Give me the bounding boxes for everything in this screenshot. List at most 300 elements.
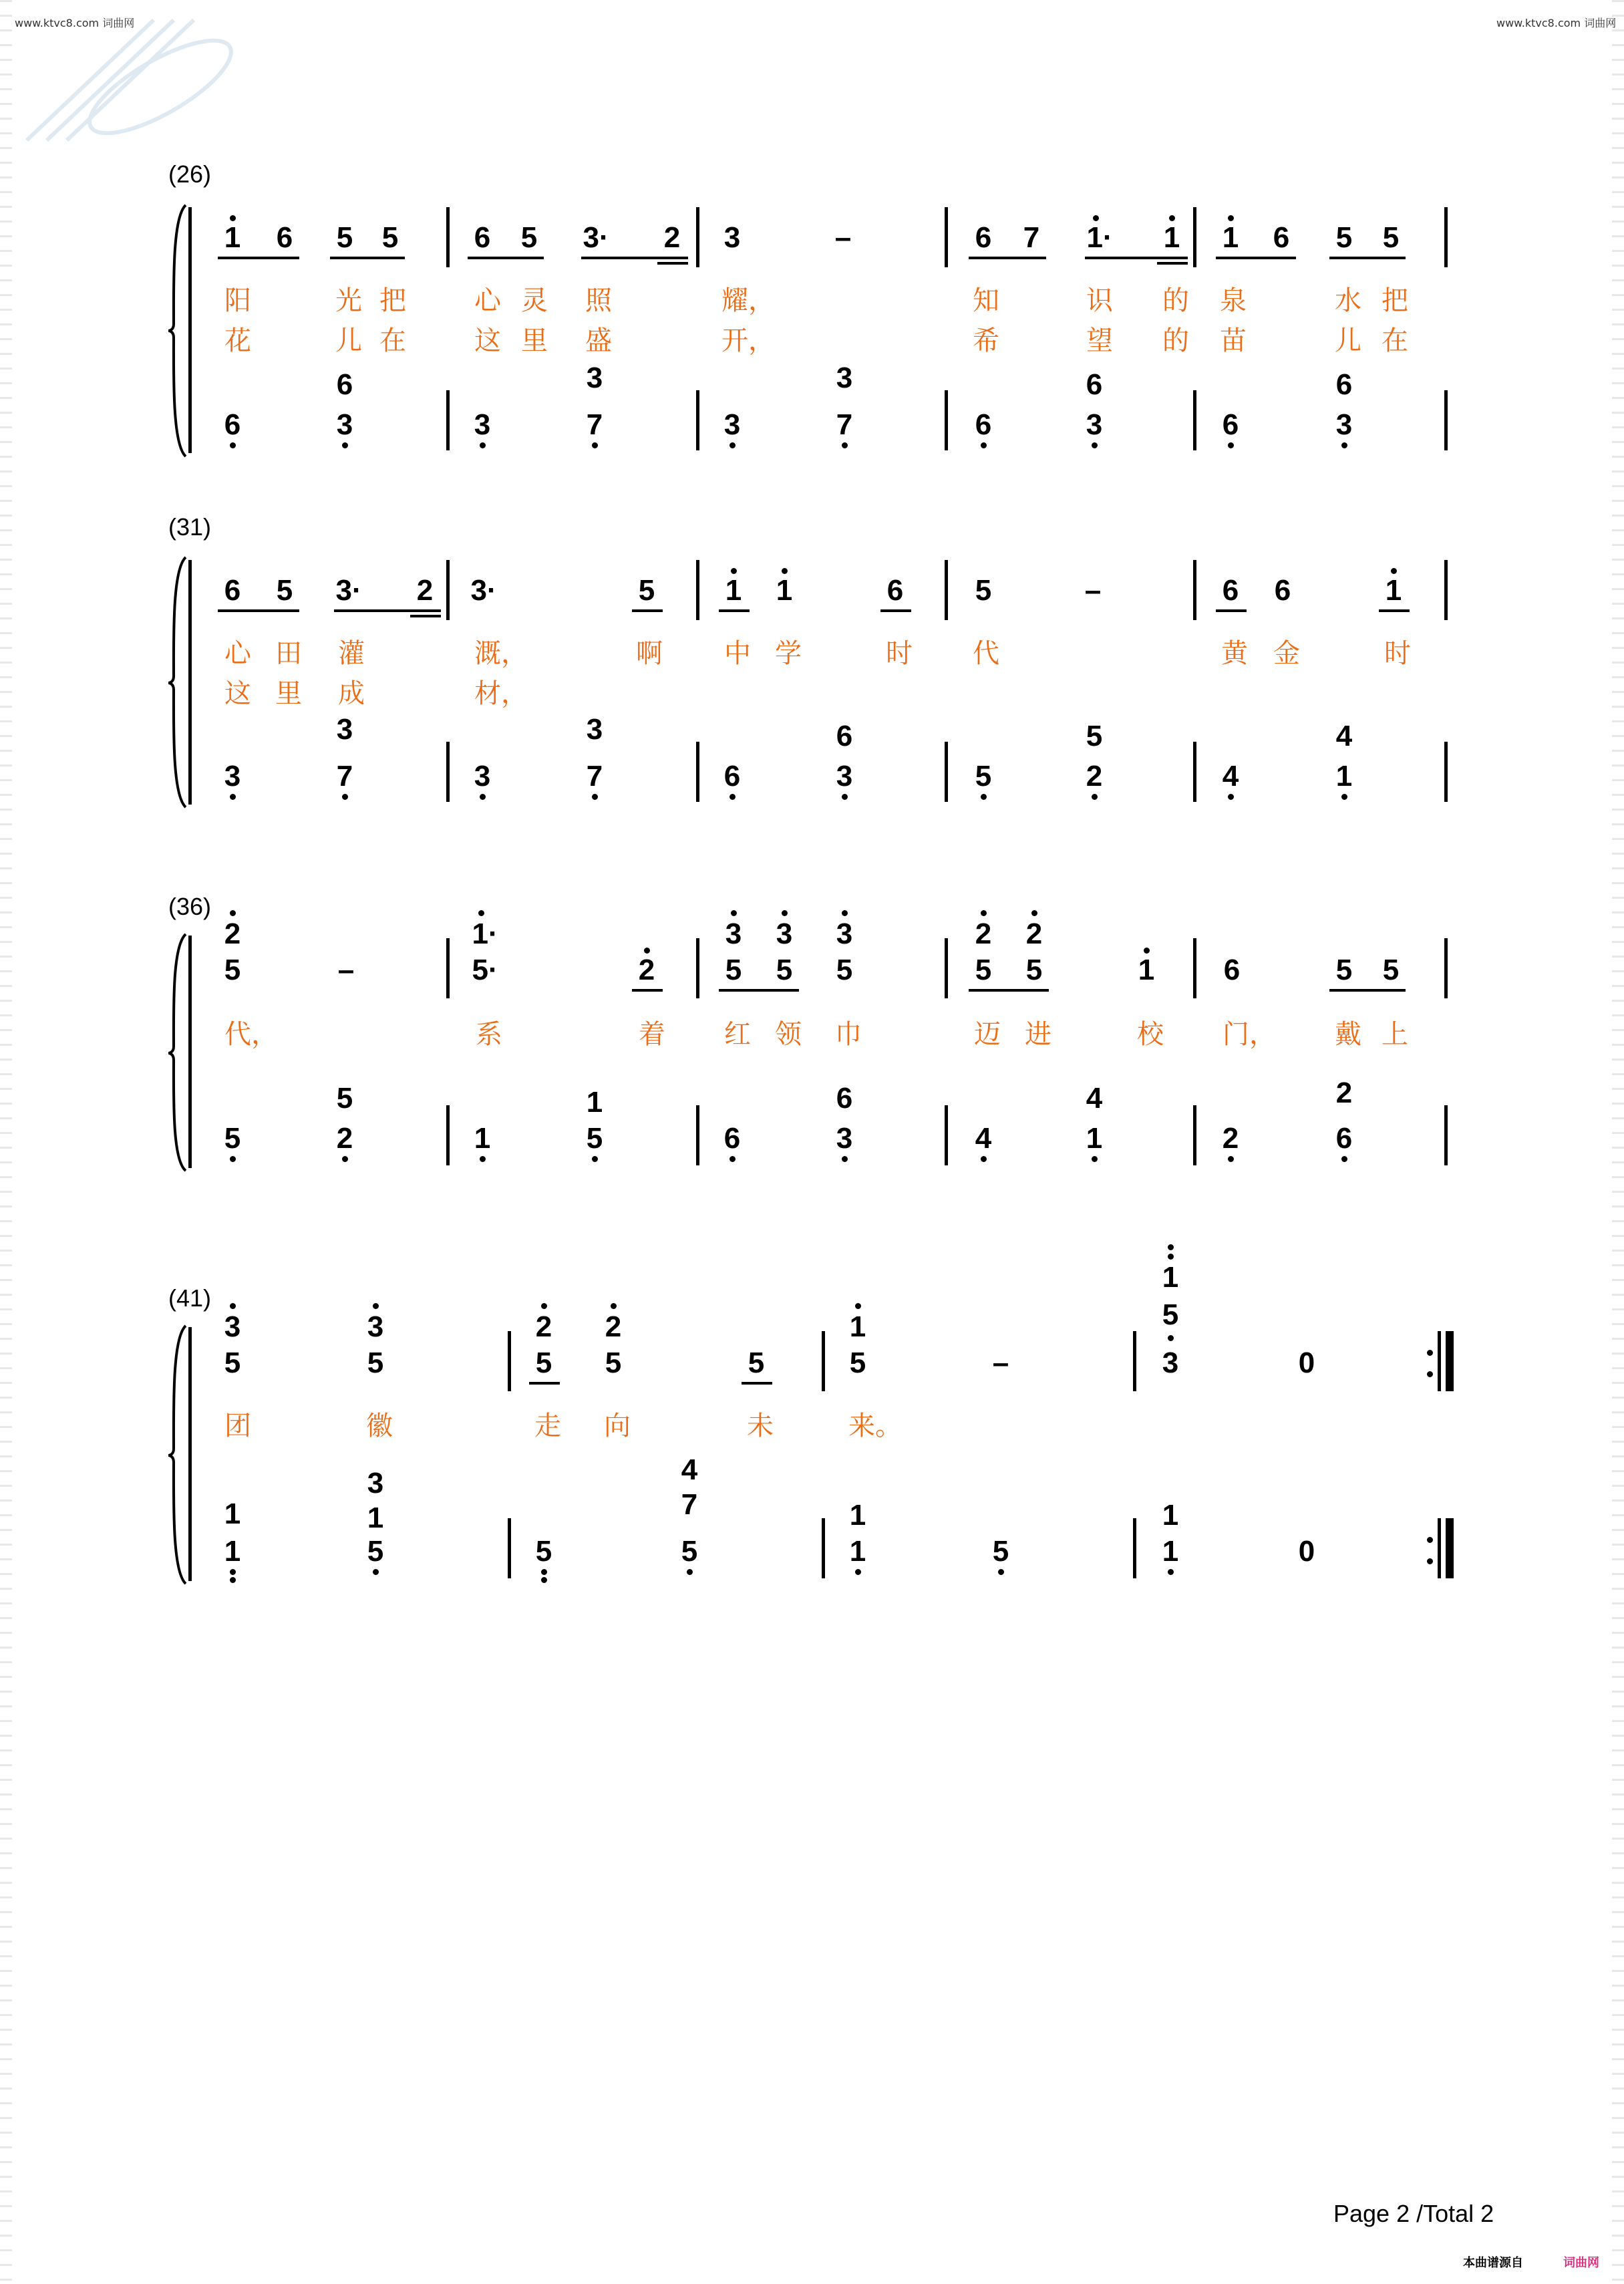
note: 3 <box>224 760 241 793</box>
octave-dot <box>592 794 598 800</box>
lyric: 苗 <box>1220 325 1247 356</box>
octave-dot <box>981 910 987 916</box>
lyric: 团 <box>224 1411 251 1441</box>
note: 6 <box>836 1082 853 1115</box>
barline <box>508 1331 511 1391</box>
octave-dot <box>230 1577 236 1583</box>
brace <box>167 204 187 458</box>
lyric: 系 <box>476 1019 502 1050</box>
beam <box>330 257 405 259</box>
octave-dot <box>729 794 736 800</box>
lyric: 未 <box>747 1411 774 1441</box>
note: 5 <box>681 1535 698 1568</box>
lyric: 徽 <box>366 1411 393 1441</box>
lyric: 材， <box>474 678 528 709</box>
lyric: 儿 <box>1335 325 1361 356</box>
left-edge-watermark-strip <box>0 0 12 2284</box>
octave-dot <box>687 1569 693 1575</box>
octave-dot <box>1168 1335 1174 1341</box>
note: 7 <box>336 760 353 793</box>
barline <box>945 938 948 998</box>
note: 5· <box>472 954 498 986</box>
note: 3 <box>1162 1346 1179 1379</box>
beam <box>1329 989 1406 992</box>
lyric: 的 <box>1162 285 1189 316</box>
octave-dot <box>480 1156 486 1162</box>
note: 1 <box>1162 1261 1179 1294</box>
lyric: 向 <box>604 1411 631 1441</box>
note: 5 <box>975 574 992 607</box>
lyric: 知 <box>973 285 999 316</box>
lyric: 里 <box>521 325 548 356</box>
note: – <box>992 1346 1009 1379</box>
note: 1 <box>776 574 793 607</box>
barline <box>446 1105 450 1165</box>
note: 3 <box>836 917 853 950</box>
lyric: 心 <box>474 285 501 316</box>
header-right <box>1496 15 1616 30</box>
octave-dot <box>1228 215 1234 221</box>
barline <box>1193 390 1196 450</box>
lyric: 把 <box>379 285 406 316</box>
note: 3 <box>725 917 742 950</box>
note: 3 <box>1335 408 1353 441</box>
octave-dot <box>855 1569 861 1575</box>
octave-dot <box>782 568 788 574</box>
note: 5 <box>1025 954 1043 986</box>
lyric: 儿 <box>335 325 362 356</box>
note: 3 <box>836 760 853 793</box>
note: 3· <box>583 221 609 254</box>
note: 1 <box>1163 221 1180 254</box>
lyric: 阳 <box>224 285 251 316</box>
note: 2 <box>975 917 992 950</box>
barline <box>696 560 699 620</box>
lyric: 水 <box>1335 285 1361 316</box>
note: 6 <box>276 221 293 254</box>
note: 5 <box>224 1346 241 1379</box>
octave-dot <box>1092 794 1098 800</box>
footer-source-label: 本曲谱源自 <box>1463 2256 1523 2269</box>
lyric: 望 <box>1086 325 1113 356</box>
note: 5 <box>776 954 793 986</box>
octave-dot <box>842 442 848 448</box>
beam <box>1216 609 1247 612</box>
lyric: 黄 <box>1221 638 1248 669</box>
octave-dot <box>342 442 348 448</box>
note: 5 <box>849 1346 866 1379</box>
system-bar <box>188 560 192 805</box>
barline <box>1193 742 1196 802</box>
note: 5 <box>586 1122 603 1155</box>
octave-dot <box>1169 215 1175 221</box>
octave-dot <box>342 1156 348 1162</box>
octave-dot <box>230 794 236 800</box>
note: 6 <box>224 574 241 607</box>
note: 4 <box>1335 720 1353 752</box>
header-right-site: www.ktvc8.com <box>1496 17 1581 29</box>
barline <box>1193 1105 1196 1165</box>
octave-dot <box>731 568 737 574</box>
barline <box>822 1518 825 1578</box>
lyric: 代 <box>973 638 999 669</box>
octave-dot <box>1093 215 1099 221</box>
note: 6 <box>1086 368 1103 401</box>
note: 3 <box>723 408 741 441</box>
note: 5 <box>975 954 992 986</box>
octave-dot <box>541 1577 547 1583</box>
note: 5 <box>725 954 742 986</box>
note: 0 <box>1298 1535 1315 1568</box>
beam <box>969 257 1046 259</box>
note: 6 <box>336 368 353 401</box>
lyric: 校 <box>1137 1019 1164 1050</box>
note: 2 <box>535 1310 552 1343</box>
octave-dot <box>230 1156 236 1162</box>
beam <box>1157 262 1188 265</box>
note: 4 <box>1222 760 1239 793</box>
lyric: 时 <box>1384 638 1411 669</box>
lyric: 这 <box>474 325 501 356</box>
header-left-site: www.ktvc8.com <box>15 17 100 29</box>
lyric: 照 <box>585 285 612 316</box>
lyric: 红 <box>724 1019 751 1050</box>
brace <box>167 933 187 1172</box>
lyric: 在 <box>379 325 406 356</box>
note: 5 <box>367 1535 384 1568</box>
barline <box>1193 560 1196 620</box>
octave-dot <box>478 910 484 916</box>
lyric: 这 <box>224 678 251 709</box>
octave-dot <box>842 794 848 800</box>
footer-brand <box>1563 2253 1599 2271</box>
barline <box>1444 938 1448 998</box>
lyric: 灵 <box>521 285 548 316</box>
note: 5 <box>638 574 655 607</box>
beam <box>468 257 544 259</box>
note: 3 <box>367 1310 384 1343</box>
page-indicator: Page 2 /Total 2 <box>1333 2200 1494 2227</box>
note: 5 <box>1162 1298 1179 1331</box>
lyric: 光 <box>335 285 362 316</box>
octave-dot <box>1092 442 1098 448</box>
note: 5 <box>367 1346 384 1379</box>
lyric: 溉， <box>474 638 528 669</box>
lyric: 心 <box>224 638 251 669</box>
note: 6 <box>224 408 241 441</box>
lyric: 耀， <box>721 285 775 316</box>
lyric: 识 <box>1086 285 1113 316</box>
barline <box>945 560 948 620</box>
note: 3 <box>836 362 853 394</box>
note: 5 <box>224 1122 241 1155</box>
barline <box>945 207 948 267</box>
note: – <box>337 954 355 986</box>
repeat-dot <box>1427 1371 1433 1377</box>
beam <box>1329 257 1406 259</box>
octave-dot <box>592 1156 598 1162</box>
octave-dot <box>373 1303 379 1309</box>
note: 6 <box>886 574 904 607</box>
octave-dot <box>1341 1156 1347 1162</box>
octave-dot <box>1228 442 1234 448</box>
lyric: 巾 <box>835 1019 862 1050</box>
repeat-dot <box>1427 1558 1433 1564</box>
barline <box>1193 207 1196 267</box>
lyric: 迈 <box>974 1019 1001 1050</box>
lyric: 泉 <box>1220 285 1247 316</box>
octave-dot <box>230 215 236 221</box>
lyric: 花 <box>224 325 251 356</box>
note: 1 <box>1335 760 1353 793</box>
note: 7 <box>1023 221 1040 254</box>
note: 5 <box>276 574 293 607</box>
note: 1 <box>849 1499 866 1532</box>
note: 1 <box>849 1310 866 1343</box>
repeat-dot <box>1427 1350 1433 1356</box>
note: 6 <box>474 221 491 254</box>
note: 1 <box>1162 1499 1179 1532</box>
note: 5 <box>1382 954 1400 986</box>
lyric: 走 <box>534 1411 561 1441</box>
repeat-barline-thick <box>1446 1331 1454 1391</box>
beam <box>218 257 299 259</box>
right-edge-watermark-strip <box>1612 0 1624 2284</box>
measure-number: (36) <box>168 893 212 920</box>
octave-dot <box>342 794 348 800</box>
barline <box>696 390 699 450</box>
octave-dot <box>855 1303 861 1309</box>
note: 1· <box>472 917 498 950</box>
beam <box>1379 609 1410 612</box>
note: 2 <box>1025 917 1043 950</box>
octave-dot <box>1168 1569 1174 1575</box>
beam <box>218 609 299 612</box>
note: 5 <box>535 1346 552 1379</box>
lyric: 金 <box>1273 638 1300 669</box>
octave-dot <box>1228 1156 1234 1162</box>
octave-dot <box>480 442 486 448</box>
barline <box>446 560 450 620</box>
measure-number: (31) <box>168 513 212 541</box>
note: 1 <box>725 574 742 607</box>
lyric: 的 <box>1162 325 1189 356</box>
note: 5 <box>992 1535 1009 1568</box>
barline <box>1133 1518 1136 1578</box>
note: 3 <box>224 1310 241 1343</box>
repeat-barline-thick <box>1446 1518 1454 1578</box>
note: 4 <box>1086 1082 1103 1115</box>
beam <box>657 262 688 265</box>
octave-dot <box>230 442 236 448</box>
note: 5 <box>520 221 538 254</box>
note: 2 <box>663 221 681 254</box>
note: 6 <box>975 408 992 441</box>
barline <box>945 390 948 450</box>
note: 1 <box>849 1535 866 1568</box>
beam <box>880 609 911 612</box>
beam <box>742 1382 772 1385</box>
note: 3 <box>586 362 603 394</box>
beam <box>334 609 441 612</box>
barline <box>446 207 450 267</box>
note: 2 <box>336 1122 353 1155</box>
barline <box>696 742 699 802</box>
note: 1 <box>1385 574 1402 607</box>
note: 1 <box>224 221 241 254</box>
octave-dot <box>1031 910 1037 916</box>
measure-number: (26) <box>168 160 212 188</box>
note: 6 <box>1274 574 1291 607</box>
octave-dot <box>592 442 598 448</box>
repeat-dot <box>1427 1537 1433 1543</box>
note: 6 <box>1273 221 1290 254</box>
octave-dot <box>729 442 736 448</box>
footer-source <box>1463 2253 1523 2271</box>
lyric: 代， <box>224 1019 278 1050</box>
barline <box>696 1105 699 1165</box>
note: 1· <box>1086 221 1113 254</box>
note: 5 <box>336 221 353 254</box>
octave-dot <box>644 948 650 954</box>
octave-dot <box>480 794 486 800</box>
barline <box>508 1518 511 1578</box>
repeat-barline-thin <box>1438 1518 1441 1578</box>
beam <box>410 615 441 617</box>
header-left <box>15 15 134 30</box>
note: 5 <box>1382 221 1400 254</box>
lyric: 着 <box>639 1019 665 1050</box>
octave-dot <box>541 1303 547 1309</box>
header-right-name: 词曲网 <box>1584 17 1617 29</box>
note: 6 <box>1223 954 1241 986</box>
octave-dot <box>230 1569 236 1575</box>
octave-dot <box>1391 568 1397 574</box>
note: 6 <box>1222 574 1239 607</box>
repeat-barline-thin <box>1438 1331 1441 1391</box>
octave-dot <box>230 1303 236 1309</box>
octave-dot <box>998 1569 1004 1575</box>
note: 2 <box>638 954 655 986</box>
brace <box>167 1324 187 1585</box>
note: 3 <box>776 917 793 950</box>
octave-dot <box>1092 1156 1098 1162</box>
barline <box>1444 742 1448 802</box>
note: 3 <box>1086 408 1103 441</box>
note: 5 <box>1335 954 1353 986</box>
beam <box>529 1382 560 1385</box>
octave-dot <box>729 1156 736 1162</box>
note: 5 <box>381 221 399 254</box>
barline <box>696 207 699 267</box>
lyric: 门， <box>1223 1019 1276 1050</box>
footer-brand-name: 词曲网 <box>1563 2256 1599 2269</box>
note: 6 <box>1222 408 1239 441</box>
note: 2 <box>416 574 434 607</box>
note: 3 <box>336 713 353 746</box>
beam <box>632 989 663 992</box>
barline <box>1444 560 1448 620</box>
octave-dot <box>230 910 236 916</box>
octave-dot <box>1341 442 1347 448</box>
lyric: 在 <box>1382 325 1408 356</box>
beam <box>1216 257 1296 259</box>
note: 5 <box>1335 221 1353 254</box>
note: 2 <box>224 917 241 950</box>
beam <box>632 609 663 612</box>
note: 3 <box>336 408 353 441</box>
note: 6 <box>723 760 741 793</box>
note: 6 <box>723 1122 741 1155</box>
note: 6 <box>1335 368 1353 401</box>
lyric: 成 <box>338 678 365 709</box>
note: 1 <box>474 1122 491 1155</box>
note: 4 <box>975 1122 992 1155</box>
lyric: 上 <box>1382 1019 1408 1050</box>
header-left-name: 词曲网 <box>102 17 135 29</box>
note: 3 <box>836 1122 853 1155</box>
beam <box>969 989 1049 992</box>
octave-dot <box>373 1569 379 1575</box>
barline <box>696 938 699 998</box>
octave-dot <box>1228 794 1234 800</box>
note: 2 <box>1086 760 1103 793</box>
note: 1 <box>367 1502 384 1534</box>
note: 7 <box>836 408 853 441</box>
lyric: 里 <box>275 678 302 709</box>
note: 4 <box>681 1453 698 1486</box>
octave-dot <box>1144 948 1150 954</box>
lyric: 盛 <box>585 325 612 356</box>
octave-dot <box>541 1569 547 1575</box>
beam <box>719 609 750 612</box>
lyric: 时 <box>886 638 913 669</box>
note: 5 <box>535 1535 552 1568</box>
lyric: 田 <box>275 638 302 669</box>
measure-number: (41) <box>168 1284 212 1312</box>
octave-dot <box>1168 1254 1174 1260</box>
octave-dot <box>842 910 848 916</box>
barline <box>945 1105 948 1165</box>
note: 2 <box>605 1310 622 1343</box>
note: 2 <box>1222 1122 1239 1155</box>
note: 5 <box>836 954 853 986</box>
beam <box>581 257 688 259</box>
note: – <box>834 221 852 254</box>
octave-dot <box>731 910 737 916</box>
note: 1 <box>1162 1535 1179 1568</box>
barline <box>822 1331 825 1391</box>
system-bar <box>188 1327 192 1581</box>
note: 6 <box>1335 1122 1353 1155</box>
barline <box>945 742 948 802</box>
lyric: 戴 <box>1335 1019 1361 1050</box>
lyric: 开， <box>721 325 775 356</box>
lyric: 进 <box>1025 1019 1051 1050</box>
note: 3 <box>474 760 491 793</box>
barline <box>446 742 450 802</box>
lyric: 希 <box>973 325 999 356</box>
barline <box>446 938 450 998</box>
beam <box>719 989 799 992</box>
octave-dot <box>782 910 788 916</box>
barline <box>1444 390 1448 450</box>
octave-dot <box>611 1303 617 1309</box>
lyric: 领 <box>775 1019 802 1050</box>
barline <box>446 390 450 450</box>
octave-dot <box>981 1156 987 1162</box>
note: 1 <box>1138 954 1155 986</box>
